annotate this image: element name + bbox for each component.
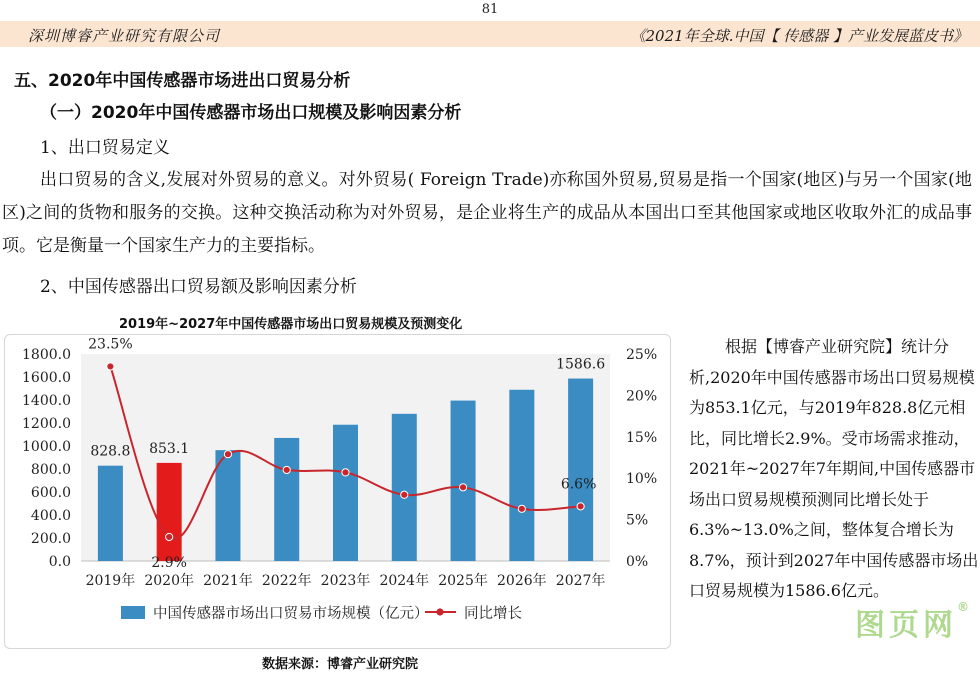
bar [98, 466, 123, 561]
y-left-tick-label: 400.0 [30, 508, 71, 524]
x-tick-label: 2019年 [85, 573, 136, 589]
legend-swatch-point [436, 608, 443, 615]
y-left-tick-label: 1400.0 [22, 393, 71, 409]
bar [509, 390, 534, 561]
bar [157, 463, 182, 561]
item-heading-export-definition: 1、出口贸易定义 [40, 138, 170, 158]
x-tick-label: 2021年 [203, 573, 253, 589]
bar [568, 379, 593, 561]
growth-point [577, 503, 584, 510]
x-tick-label: 2022年 [261, 573, 312, 589]
bar [451, 401, 476, 561]
subsection-heading: （一）2020年中国传感器市场出口规模及影响因素分析 [40, 103, 462, 123]
header-book-title: 《2021年全球.中国【 传感器 】产业发展蓝皮书》 [630, 27, 968, 45]
x-tick-label: 2024年 [379, 573, 430, 589]
y-left-tick-label: 600.0 [30, 485, 71, 501]
legend-label-line: 同比增长 [464, 606, 522, 622]
item-heading-export-analysis: 2、中国传感器出口贸易额及影响因素分析 [40, 277, 357, 297]
watermark-logo: 图页网® [855, 600, 973, 643]
y-right-tick-label: 15% [626, 429, 658, 446]
x-tick-label: 2023年 [320, 573, 371, 589]
growth-point [224, 451, 231, 458]
body-paragraph: 出口贸易的含义,发展对外贸易的意义。对外贸易( Foreign Trade)亦称国外贸易,贸易是指一个国家(地区)与另一个国家(地区)之间的货物和服务的交换。这种交换活动称为对外贸易，是企业将生产的成品从本国出口至其他国家或地区收取外汇的成品事项。它是衡量一个国家生产力的主要指标。 [2, 170, 972, 256]
growth-point [459, 484, 466, 491]
growth-point [518, 505, 525, 512]
growth-value-label: 6.6% [560, 476, 597, 493]
legend-label-bars: 中国传感器市场出口贸易市场规模（亿元） [153, 606, 429, 622]
bar [215, 450, 240, 561]
x-tick-label: 2026年 [497, 573, 547, 589]
y-left-tick-label: 1800.0 [22, 347, 71, 363]
y-left-tick-label: 200.0 [30, 531, 71, 547]
growth-value-label: 2.9% [151, 554, 187, 571]
x-tick-label: 2025年 [438, 573, 488, 589]
y-left-tick-label: 1600.0 [22, 370, 71, 386]
x-tick-label: 2020年 [144, 573, 194, 589]
x-tick-label: 2027年 [555, 573, 606, 589]
header-company: 深圳博睿产业研究有限公司 [28, 27, 221, 45]
growth-point [283, 466, 290, 473]
growth-point [107, 363, 114, 370]
export-chart [4, 334, 669, 647]
y-right-tick-label: 0% [626, 554, 649, 570]
data-source: 数据来源：博睿产业研究院 [262, 657, 419, 672]
growth-point [166, 533, 173, 540]
bar-value-label: 1586.6 [556, 356, 606, 373]
growth-value-label: 23.5% [88, 336, 133, 353]
growth-point [401, 491, 408, 498]
y-right-tick-label: 25% [626, 347, 658, 363]
side-commentary [689, 332, 979, 607]
bar [274, 438, 299, 561]
section-heading: 五、2020年中国传感器市场进出口贸易分析 [14, 71, 351, 91]
bar [333, 425, 358, 561]
chart-title: 2019年~2027年中国传感器市场出口贸易规模及预测变化 [119, 317, 463, 332]
y-left-tick-label: 0.0 [48, 554, 71, 570]
y-left-tick-label: 1000.0 [22, 439, 71, 455]
y-left-tick-label: 800.0 [30, 462, 71, 478]
y-right-tick-label: 10% [626, 471, 658, 488]
legend-swatch-bars [121, 606, 145, 619]
bar-value-label: 828.8 [90, 443, 131, 460]
y-left-tick-label: 1200.0 [22, 416, 71, 432]
bar-value-label: 853.1 [149, 440, 190, 457]
y-right-tick-label: 5% [626, 512, 649, 529]
growth-point [342, 469, 349, 476]
side-paragraph: 根据【博睿产业研究院】统计分析,2020年中国传感器市场出口贸易规模为853.1亿元，与2019年828.8亿元相比，同比增长2.9%。受市场需求推动，2021年~2027年7年期间,中国传感器市场出口贸易规模预测同比增长处于6.3%~13.0%之间，整体复合增长为8.7%，预计到2027年中国传感器市场出口贸易规模为1586.6亿元。 [689, 337, 979, 600]
y-right-tick-label: 20% [626, 388, 658, 405]
bar [392, 414, 417, 561]
page-number: 81 [481, 2, 499, 17]
